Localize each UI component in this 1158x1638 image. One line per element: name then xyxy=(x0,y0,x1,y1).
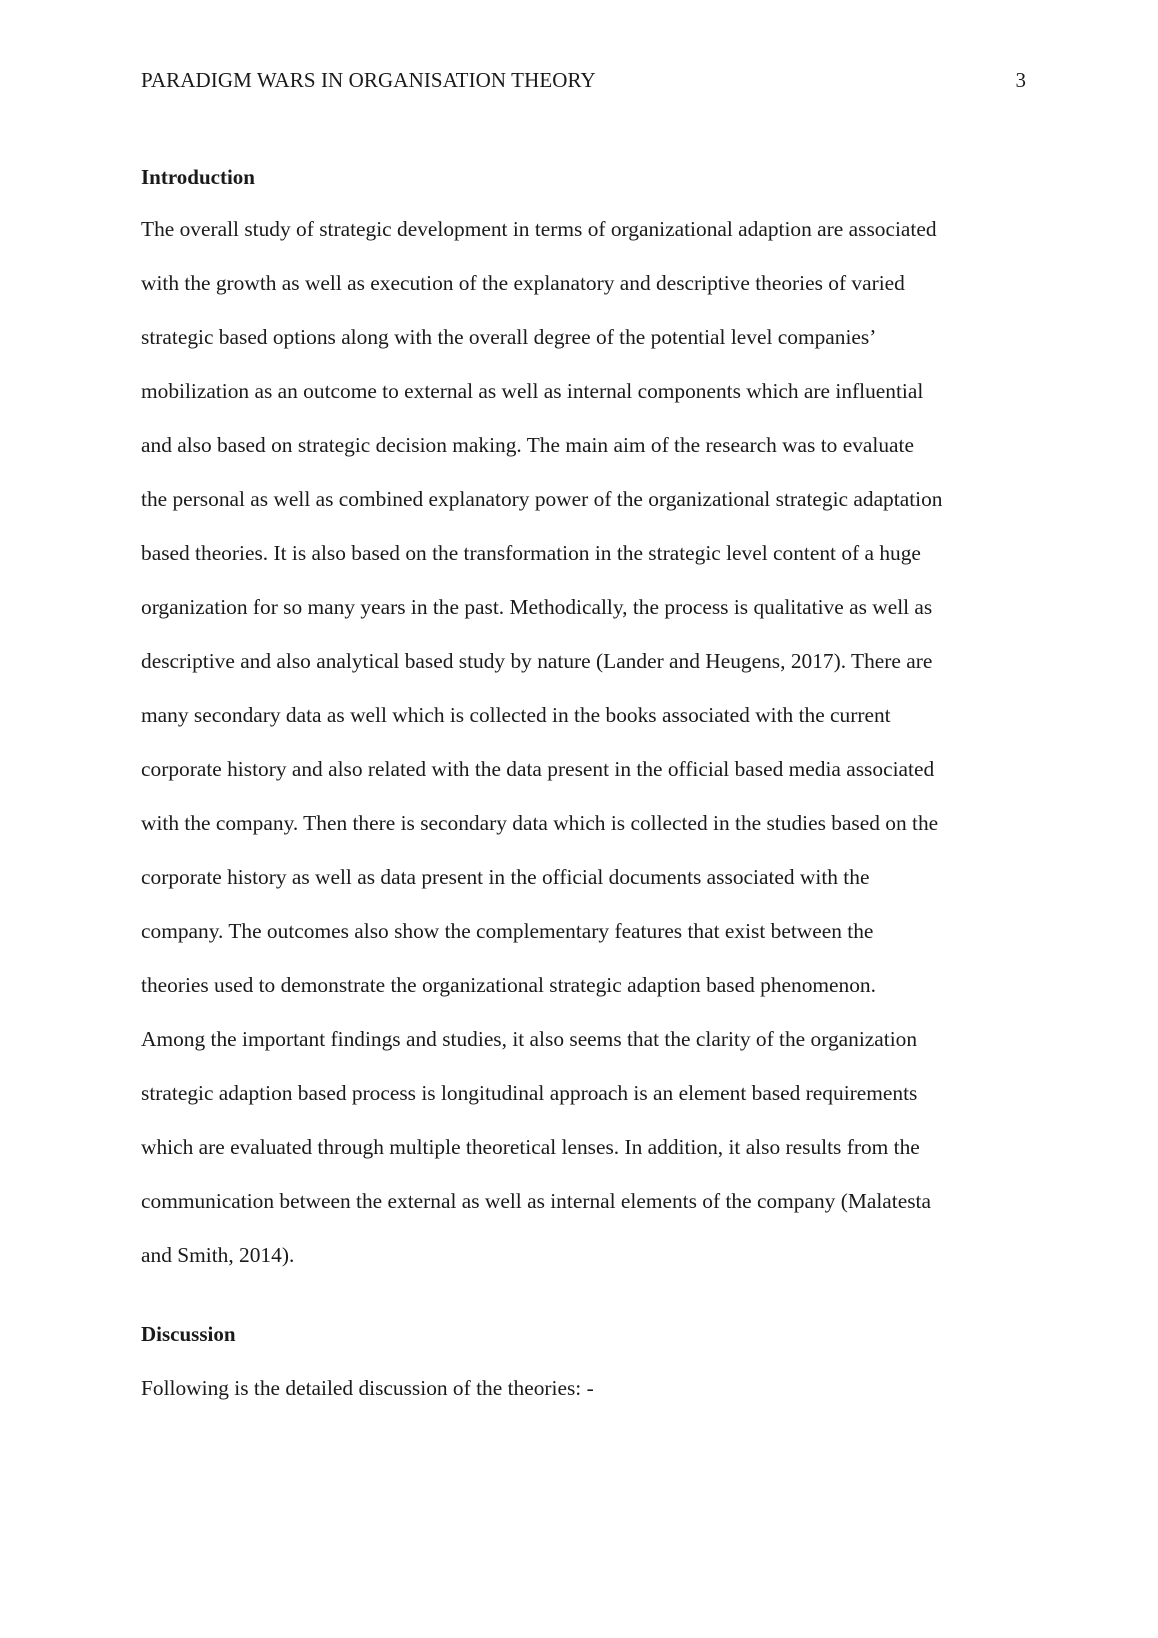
paragraph-line: with the growth as well as execution of the explanatory and descriptive theories of varied xyxy=(141,271,905,295)
paragraph-line: and also based on strategic decision making. The main aim of the research was to evaluate xyxy=(141,433,914,457)
paragraph-line: corporate history and also related with the data present in the official based media associated xyxy=(141,757,935,781)
running-head: PARADIGM WARS IN ORGANISATION THEORY xyxy=(141,68,596,92)
paragraph-line: which are evaluated through multiple theoretical lenses. In addition, it also results from the xyxy=(141,1135,920,1159)
paragraph-line: based theories. It is also based on the transformation in the strategic level content of a huge xyxy=(141,541,921,565)
paragraph-line: with the company. Then there is secondary data which is collected in the studies based on the xyxy=(141,811,939,835)
paragraph-line: many secondary data as well which is collected in the books associated with the current xyxy=(141,703,891,727)
paragraph-line: corporate history as well as data present in the official documents associated with the xyxy=(141,865,870,889)
discussion-heading: Discussion xyxy=(141,1322,236,1346)
paragraph-line: and Smith, 2014). xyxy=(141,1243,295,1267)
paragraph-line: mobilization as an outcome to external as well as internal components which are influential xyxy=(141,379,924,403)
paragraph-line: The overall study of strategic development in terms of organizational adaption are associated xyxy=(141,217,937,241)
paragraph-line: Among the important findings and studies, it also seems that the clarity of the organization xyxy=(141,1027,918,1051)
paragraph-line: the personal as well as combined explanatory power of the organizational strategic adaptation xyxy=(141,487,943,511)
paragraph-line: strategic adaption based process is longitudinal approach is an element based requirements xyxy=(141,1081,918,1105)
paragraph-line: company. The outcomes also show the complementary features that exist between the xyxy=(141,919,874,943)
page-number: 3 xyxy=(1015,68,1026,92)
paragraph-line: Following is the detailed discussion of the theories: - xyxy=(141,1376,594,1400)
paragraph-line: communication between the external as well as internal elements of the company (Malatesta xyxy=(141,1189,931,1213)
paragraph-line: strategic based options along with the overall degree of the potential level companies’ xyxy=(141,325,877,349)
paragraph-line: descriptive and also analytical based study by nature (Lander and Heugens, 2017). There are xyxy=(141,649,933,673)
introduction-heading: Introduction xyxy=(141,165,255,189)
paragraph-line: organization for so many years in the past. Methodically, the process is qualitative as well as xyxy=(141,595,933,619)
paragraph-line: theories used to demonstrate the organizational strategic adaption based phenomenon. xyxy=(141,973,876,997)
